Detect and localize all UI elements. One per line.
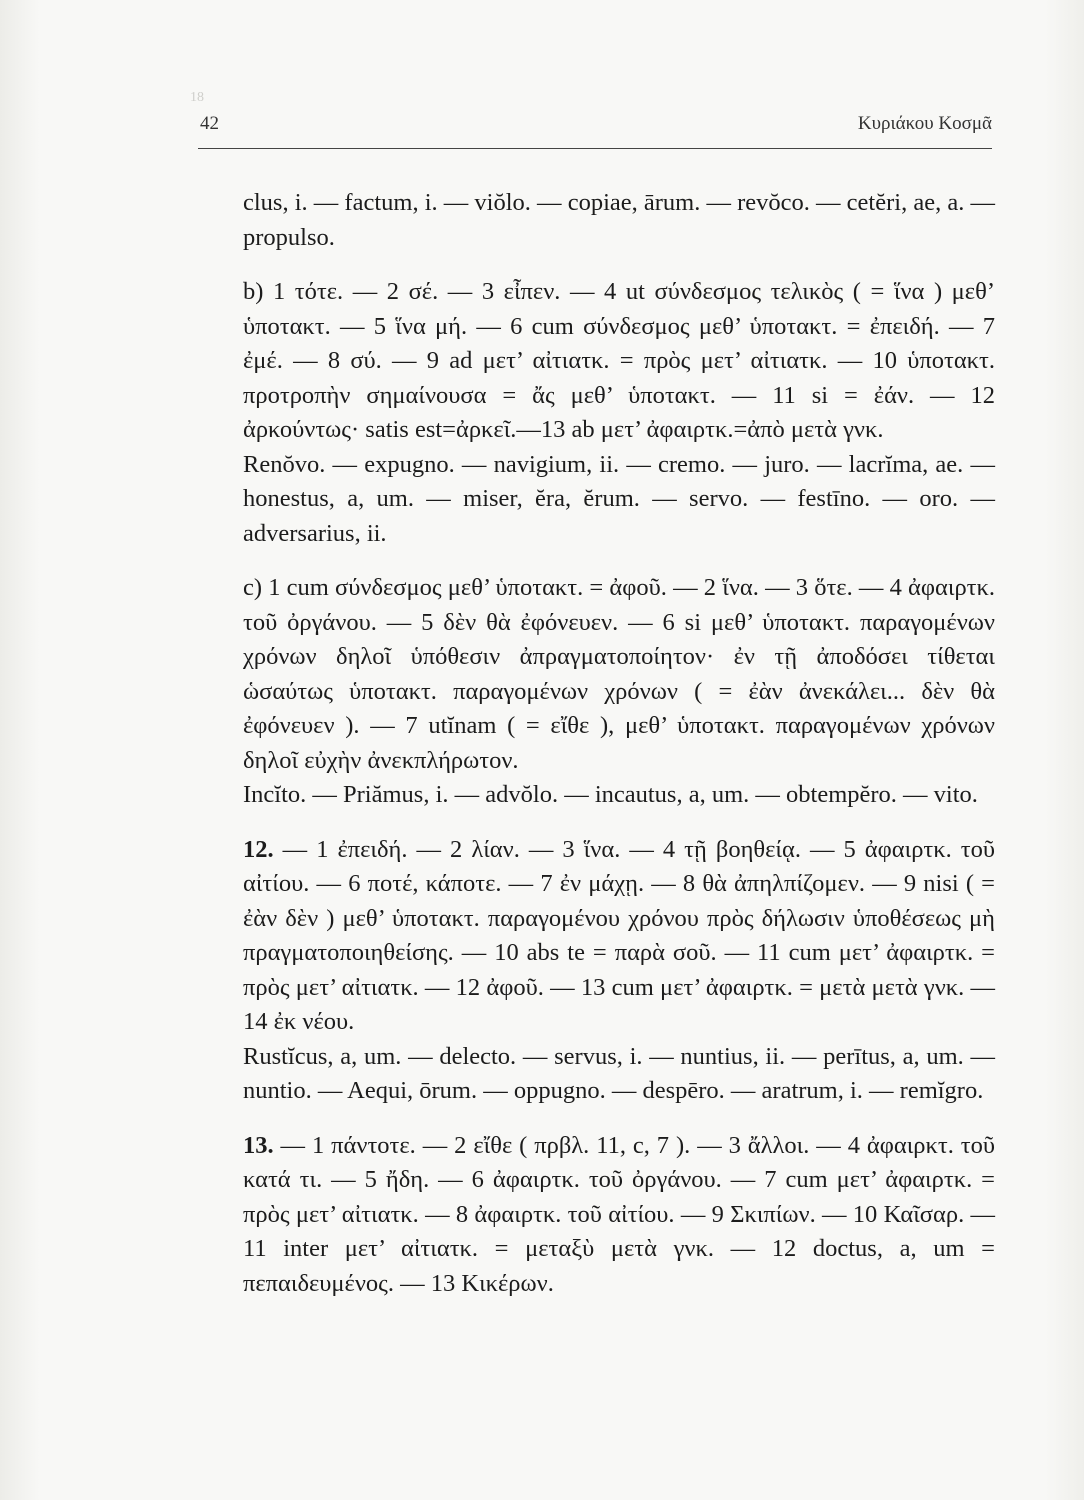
- section-number-13: 13.: [243, 1131, 274, 1159]
- faint-page-mark: 18: [190, 90, 204, 105]
- notes-b: b) 1 τότε. — 2 σέ. — 3 εἶπεν. — 4 ut σύνδεσμος τελικὸς ( = ἵνα ) μεθ’ ὑποτακτ. — 5 ἵνα μή. — 6 cum σύνδεσμος μεθ’ ὑποτακτ. = ἐπειδή. — 7 ἐμέ. — 8 σύ. — 9 ad μετ’ αἰτιατκ. = πρὸς μετ’ αἰτιατκ. — 10 ὑποτακτ. προτροπὴν σημαίνουσα = ἄς μεθ’ ὑποτακτ. — 11 si = ἐάν. — 12 ἀρκούντως· satis est=ἀρκεῖ.—13 ab μετ’ ἀφαιρτκ.=ἀπὸ μετὰ γνκ.: [243, 278, 995, 443]
- notes-13: [243, 1129, 995, 1302]
- notes-12: [243, 833, 995, 1040]
- page-header: [200, 113, 992, 141]
- page-number: 42: [200, 113, 219, 134]
- vocab-list-c: Incĭto. — Priămus, i. — advŏlo. — incautus, a, um. — obtempĕro. — vito.: [243, 781, 978, 808]
- spacer: [243, 813, 995, 833]
- section-number-12: 12.: [243, 835, 274, 863]
- spacer: [243, 255, 995, 275]
- vocab-list-a: clus, i. — factum, i. — viŏlo. — copiae, ārum. — revŏco. — cetĕri, ae, a. — propulso.: [243, 189, 995, 251]
- notes-c: c) 1 cum σύνδεσμος μεθ’ ὑποτακτ. = ἀφοῦ. — 2 ἵνα. — 3 ὅτε. — 4 ἀφαιρτκ. τοῦ ὀργάνου. — 5 δὲν θὰ ἐφόνευεν. — 6 si μεθ’ ὑποτακτ. παραγομένων χρόνων δηλοῖ ὑπόθεσιν ἀπραγματοποίητον· ἐν τῇ ἀποδόσει τίθεται ὡσαύτως ὑποτακτ. παραγομένων χρόνων ( = ἐὰν ἀνεκάλει... δὲν θὰ ἐφόνευεν ). — 7 utĭnam ( = εἴθε ), μεθ’ ὑποτακτ. παραγομένων χρόνων δηλοῖ εὐχὴν ἀνεκπλήρωτον.: [243, 574, 995, 774]
- notes-13-text: — 1 πάντοτε. — 2 εἴθε ( πρβλ. 11, c, 7 ). — 3 ἄλλοι. — 4 ἀφαιρκτ. τοῦ κατά τι. — 5 ἤδη. — 6 ἀφαιρτκ. τοῦ ὀργάνου. — 7 cum μετ’ ἀφαιρτκ. = πρὸς μετ’ αἰτιατκ. — 8 ἀφαιρτκ. τοῦ αἰτίου. — 9 Σκιπίων. — 10 Καῖσαρ. — 11 inter μετ’ αἰτιατκ. = μεταξὺ μετὰ γνκ. — 12 doctus, a, um = πεπαιδευμένος. — 13 Κικέρων.: [243, 1131, 995, 1297]
- vocab-list-12: Rustĭcus, a, um. — delecto. — servus, i. — nuntius, ii. — perītus, a, um. — nuntio. — Aequi, ōrum. — oppugno. — despēro. — aratrum, i. — remĭgro.: [243, 1042, 995, 1104]
- running-head: Κυριάκου Κοσμᾶ: [857, 113, 992, 134]
- spacer: [243, 551, 995, 571]
- notes-12-text: — 1 ἐπειδή. — 2 λίαν. — 3 ἵνα. — 4 τῇ βοηθείᾳ. — 5 ἀφαιρτκ. τοῦ αἰτίου. — 6 ποτέ, κάποτε. — 7 ἐν μάχῃ. — 8 θὰ ἀπηλπίζομεν. — 9 nisi ( = ἐὰν δὲν ) μεθ’ ὑποτακτ. παραγομένου χρόνου πρὸς δήλωσιν ὑποθέσεως μὴ πραγματοποιηθείσης. — 10 abs te = παρὰ σοῦ. — 11 cum μετ’ ἀφαιρτκ. = πρὸς μετ’ αἰτιατκ. — 12 ἀφοῦ. — 13 cum μετ’ ἀφαιρτκ. = μετὰ μετὰ γνκ. — 14 ἐκ νέου.: [243, 835, 995, 1035]
- header-rule: [198, 148, 992, 149]
- vocab-list-b: Renŏvo. — expugno. — navigium, ii. — cremo. — juro. — lacrĭma, ae. — honestus, a, um. — miser, ĕra, ĕrum. — servo. — festīno. — oro. — adversarius, ii.: [243, 450, 995, 547]
- spacer: [243, 1109, 995, 1129]
- body-text: [243, 186, 995, 1301]
